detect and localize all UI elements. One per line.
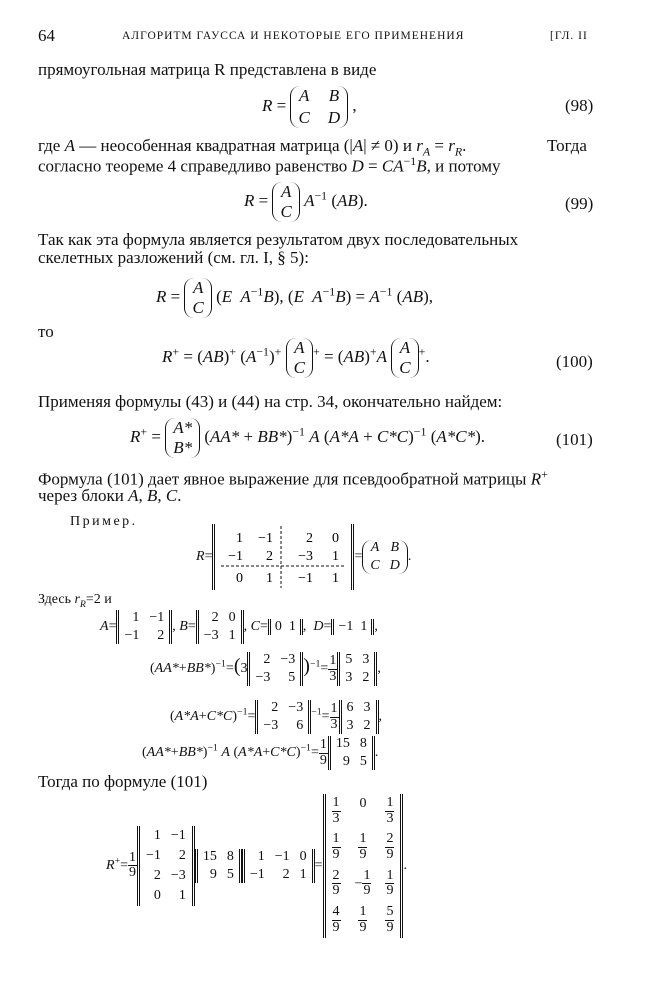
example-label: Пример. — [70, 514, 138, 529]
page-number: 64 — [38, 26, 55, 45]
paragraph-3-line-1: Так как эта формула является результатом двух последовательных — [38, 230, 519, 249]
example-r-matrix: R= 1 −1 −1 2 0 1 2 0 −3 1 −1 1 = A B C D . — [196, 524, 411, 590]
equation-101: R+ = A* B* $(AA* + BB*)^{-1}$ A $(A*A + C*C)^{-1}$ (A*C*). — [130, 418, 486, 457]
final-r-plus: R+= $\frac{1}{9}$ 1 −1 −1 2 2 −3 0 1 15 8 9 5 1 −1 0 −1 2 1 = 1 3 0 1 3 1 9 1 9 2 9 2 9 − $\frac{1}{9}$ 1 9 4 9 1 9 5 9 . — [106, 794, 407, 938]
equation-number-101: (101) — [556, 430, 593, 449]
paragraph-2-tail: Тогда — [547, 136, 587, 155]
equation-100: R+ = (AB)+ $(A^{-1})^+$ A C + = (AB)+A A C +. — [162, 338, 430, 377]
chapter-label: [ГЛ. II — [550, 30, 588, 42]
word-to: то — [38, 322, 54, 341]
running-title: АЛГОРИТМ ГАУССА И НЕКОТОРЫЕ ЕГО ПРИМЕНЕНИЯ — [122, 30, 465, 42]
equation-number-99: (99) — [565, 194, 594, 213]
svg-text:1: 1 — [332, 571, 340, 586]
equation-99: R = A C $A^{-1}$ (AB). — [244, 182, 368, 221]
svg-text:−3: −3 — [298, 549, 314, 564]
skeleton-decomposition-equation: R = A C (E $A^{-1}B$), (E $A^{-1}B) = A^{-1}$ (AB), — [156, 278, 434, 317]
svg-text:2: 2 — [266, 549, 274, 564]
then-line: Тогда по формуле (101) — [38, 772, 208, 791]
blocks-abcd: A= 1 −1 −1 2 , B= 2 0 −3 1 , C= 0 1 , D= −1 1 , — [100, 610, 378, 643]
paragraph-2-line-2: согласно теореме 4 справедливо равенство $D = CA^{-1}B$, и потому — [38, 154, 501, 176]
svg-text:−1: −1 — [298, 571, 314, 586]
paragraph-5-line-2: через блоки A, B, C. — [38, 486, 182, 505]
equation-number-100: (100) — [556, 352, 593, 371]
equation-number-98: (98) — [565, 96, 594, 115]
paragraph-5-line-1: Формула (101) дает явное выражение для псевдообратной матрицы R+ — [38, 467, 548, 489]
svg-text:1: 1 — [332, 549, 340, 564]
svg-text:−1: −1 — [228, 549, 244, 564]
svg-text:0: 0 — [236, 571, 244, 586]
paragraph-1: прямоугольная матрица R представлена в виде — [38, 60, 377, 79]
aa-cc-inverse: $(A*A+C*C)^{-1}=$ 2 −3 −3 6 $^{-1}$= $\frac{1}{3}$ 6 3 3 2 , — [170, 700, 383, 733]
paragraph-3-line-2: скелетных разложений (см. гл. I, § 5): — [38, 248, 309, 267]
here-line: Здесь $r_R=2$ и — [38, 592, 112, 610]
product-line: $(AA*+BB*)^{-1}$ A $(A*A+C*C)^{-1}=$ $\frac{1}{9}$ 15 8 9 5 . — [142, 736, 379, 769]
equation-98: R = A B C D , — [262, 86, 357, 127]
svg-text:1: 1 — [236, 531, 244, 546]
aa-bb-inverse: $(AA*+BB*)^{-1}=(3$ 2 −3 −3 5 )$^{-1}$= $\frac{1}{3}$ 5 3 3 2 , — [150, 652, 381, 685]
svg-text:0: 0 — [332, 531, 340, 546]
svg-text:1: 1 — [266, 571, 274, 586]
svg-text:−1: −1 — [258, 531, 274, 546]
paragraph-4: Применяя формулы (43) и (44) на стр. 34, окончательно найдем: — [38, 392, 503, 411]
svg-text:2: 2 — [306, 531, 314, 546]
paragraph-2-line-1: где A — неособенная квадратная матрица (|A| ≠ 0) и $r_A = r_R$. — [38, 136, 467, 159]
